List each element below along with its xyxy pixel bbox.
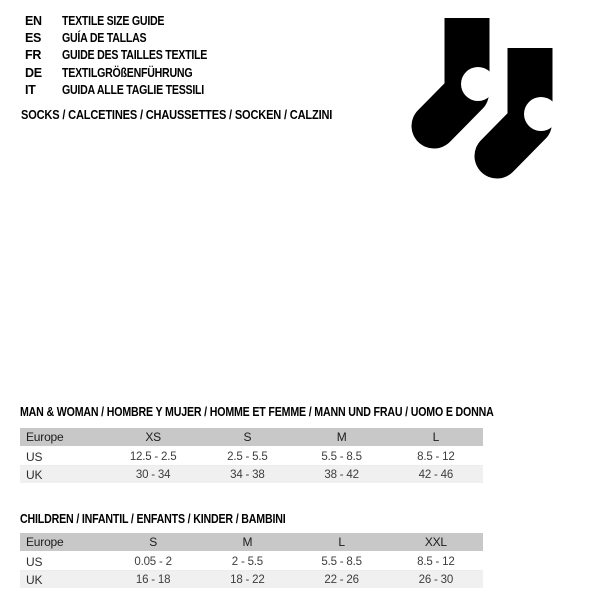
language-label: GUIDE DES TAILLES TEXTILE [62, 48, 208, 63]
language-row [25, 47, 233, 64]
size-cell: 26 - 30 [389, 571, 483, 589]
language-code: EN [25, 14, 42, 28]
size-cell: 16 - 18 [106, 571, 200, 589]
column-header: S [106, 533, 200, 552]
language-code: ES [25, 31, 42, 46]
size-cell: 2.5 - 5.5 [200, 447, 294, 466]
column-header: S [200, 428, 294, 447]
row-label: UK [20, 571, 106, 589]
size-cell: 5.5 - 8.5 [295, 552, 389, 571]
column-header: XXL [389, 533, 483, 552]
column-header: Europe [20, 533, 106, 552]
size-cell: 30 - 34 [106, 466, 200, 484]
size-cell: 42 - 46 [389, 466, 483, 484]
row-label: UK [20, 466, 106, 484]
language-label: TEXTILE SIZE GUIDE [62, 14, 165, 28]
category-title-text: SOCKS / CALCETINES / CHAUSSETTES / SOCKEN / CALZINI [21, 107, 333, 122]
language-row [25, 82, 233, 99]
column-header: L [389, 428, 483, 447]
size-cell: 18 - 22 [200, 571, 294, 589]
language-label: GUIDA ALLE TAGLIE TESSILI [62, 82, 204, 97]
language-label: GUÍA DE TALLAS [62, 31, 147, 46]
language-list [25, 13, 233, 99]
table-title: CHILDREN / INFANTIL / ENFANTS / KINDER / BAMBINI [20, 512, 286, 526]
column-header: M [200, 533, 294, 552]
table-header-row [20, 533, 483, 552]
language-row [25, 65, 233, 82]
table-header-row [20, 428, 483, 447]
size-cell: 2 - 5.5 [200, 552, 294, 571]
size-table-section [20, 405, 494, 483]
column-header: M [295, 428, 389, 447]
column-header: XS [106, 428, 200, 447]
column-header: Europe [20, 428, 106, 447]
column-header: L [295, 533, 389, 552]
sock-left-icon [434, 18, 495, 126]
socks-icon [400, 0, 600, 200]
size-table [20, 428, 483, 483]
size-table-section [20, 512, 483, 588]
size-cell: 22 - 26 [295, 571, 389, 589]
size-cell: 0.05 - 2 [106, 552, 200, 571]
row-label: US [20, 447, 106, 466]
size-cell: 8.5 - 12 [389, 447, 483, 466]
row-label: US [20, 552, 106, 571]
language-code: FR [25, 48, 42, 63]
size-table [20, 533, 483, 588]
size-cell: 34 - 38 [200, 466, 294, 484]
language-row [25, 13, 233, 30]
table-row [20, 552, 483, 571]
size-cell: 12.5 - 2.5 [106, 447, 200, 466]
size-cell: 8.5 - 12 [389, 552, 483, 571]
size-cell: 5.5 - 8.5 [295, 447, 389, 466]
language-code: IT [25, 82, 36, 97]
size-cell: 38 - 42 [295, 466, 389, 484]
table-row [20, 466, 483, 484]
language-code: DE [25, 65, 42, 80]
category-title [21, 107, 387, 122]
table-row [20, 571, 483, 589]
table-row [20, 447, 483, 466]
table-title: MAN & WOMAN / HOMBRE Y MUJER / HOMME ET FEMME / MANN UND FRAU / UOMO E DONNA [20, 405, 494, 419]
sock-right-icon [497, 48, 558, 156]
language-label: TEXTILGRÖßENFÜHRUNG [62, 65, 193, 80]
language-row [25, 30, 233, 47]
